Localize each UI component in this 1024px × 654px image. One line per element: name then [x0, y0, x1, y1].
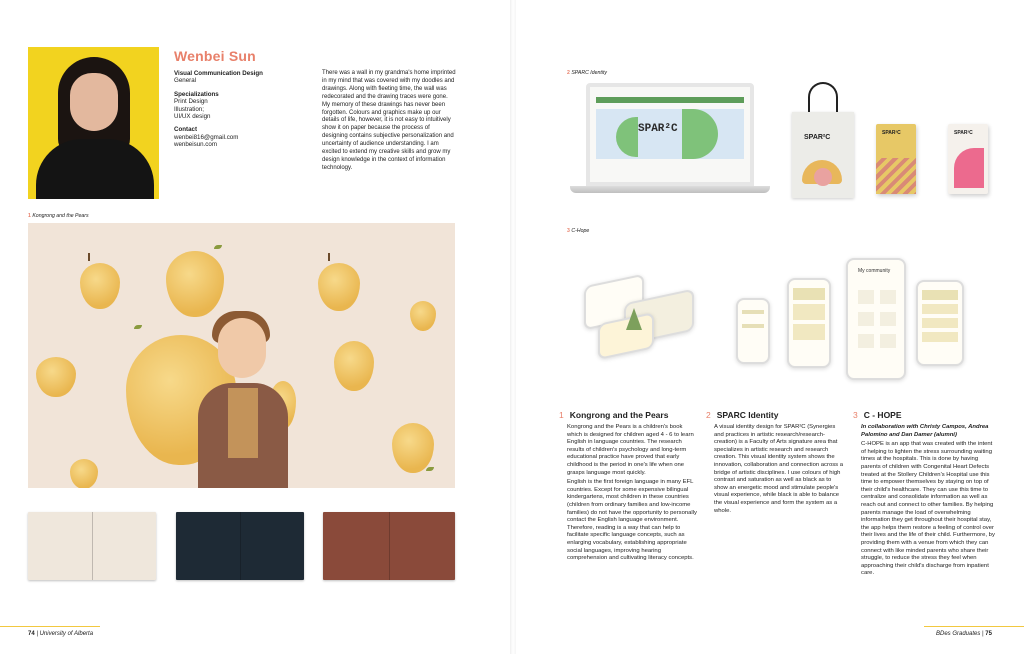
- caption-1: [28, 213, 89, 219]
- project-2-column: [706, 410, 846, 515]
- caption-text: C-Hope: [571, 228, 590, 234]
- page-number: 75: [985, 631, 992, 637]
- project-number: 3: [853, 410, 858, 420]
- project-title-text: Kongrong and the Pears: [569, 410, 669, 420]
- book-spread-image: [176, 512, 304, 580]
- caption-number: 3: [567, 228, 570, 234]
- notebook-logo: SPAR²C: [882, 130, 901, 136]
- project-collaborators: In collaboration with Christy Campos, Andrea Palomino and Dan Damer (alumni): [861, 424, 989, 438]
- project-description: English is the first foreign language in many EFL countries. Except for some expensive bilingual kindergartens, most children in these countries (children from ordinary families and low-income families) do not have the opportunity to personally contact the English language environment. Therefore, reading is a way that can help to facilitate specific language concepts, such as enlarging vocabulary, establishing appropriate social languages, improving hearing comprehension and cultivating literacy concepts.: [567, 479, 697, 562]
- book-spread-image: [28, 512, 156, 580]
- sparc-notebook-mockup: [876, 124, 916, 194]
- app-title: My community: [858, 268, 891, 274]
- project-description: Kongrong and the Pears is a children's book which is designed for children aged 4 - 6 to learn English in language countries. The research results of children's psychology and long-term educational practice have proved that early childhood is the period in one's life when one grasps language most quickly.: [567, 424, 694, 476]
- laptop-base: [570, 186, 770, 193]
- contact-label: Contact: [174, 126, 198, 134]
- app-phone-screen: [916, 280, 964, 366]
- spec-item: Illustration;: [174, 105, 204, 113]
- page-number: 74: [28, 631, 35, 637]
- page-gutter: [510, 0, 516, 654]
- app-phone-screen: [846, 258, 906, 380]
- project-description: C-HOPE is an app that was created with the intent of helping to lighten the stress surrounding waiting times at the hospitals. This is done by having parents of children with Congenital Heart Defects treated at the Stollery Children's Hospital use this time to empower themselves by staying on top of their child's healthcare. They can use this time to centralize and consolidate information as well as reach out and connect to other families. By helping parents manage the load of overwhelming information they get throughout their hospital stay, the app helps them restore a feeling of control over their lives and the life of their child. Furthermore, by providing them with a venue from which they can connect with like minded parents who share their struggle, to reduce the stress they feel when approaching their child's discharge from inpatient care.: [861, 441, 995, 577]
- tree-icon: [626, 308, 642, 330]
- spec-item: UI/UX design: [174, 113, 211, 121]
- project-number: 1: [559, 410, 564, 420]
- caption-text: SPARC Identity: [571, 70, 607, 76]
- app-phone-screen: [787, 278, 831, 368]
- project-title: [853, 410, 995, 420]
- footer-rule: [924, 626, 1024, 627]
- profile-meta: [174, 70, 309, 149]
- project-title: [706, 410, 846, 420]
- program-label: Visual Communication Design: [174, 70, 263, 77]
- caption-number: 1: [28, 213, 31, 219]
- designer-name: Wenbei Sun: [174, 48, 256, 64]
- caption-3: [567, 228, 589, 234]
- sparc-tote-mockup: [792, 112, 854, 198]
- project-1-column: [559, 410, 697, 563]
- contact-email[interactable]: wenbei816@gmail.com: [174, 133, 239, 141]
- kongrong-illustration: [28, 223, 455, 488]
- project-description: A visual identity design for SPAR²C (Synergies and practices in artistic research/research-creation) is a Faculty of Arts signature area that specializes in artistic research and research creation. This visual identity system shows the innovation, collaboration and connection across a bridge of artistic disciplines. I use colours of high contrast and saturation as well as black as to show an energetic mood and stimulate people's visual experience, while black is able to balance the visual experience and form the system as a whole.: [714, 424, 844, 514]
- caption-2: [567, 70, 607, 76]
- footer-rule: [0, 626, 100, 627]
- project-number: 2: [706, 410, 711, 420]
- caption-text: Kongrong and the Pears: [32, 213, 89, 219]
- spec-item: Print Design: [174, 98, 208, 106]
- book-spread-image: [323, 512, 455, 580]
- project-title-text: SPARC Identity: [716, 410, 779, 420]
- project-title: [559, 410, 697, 420]
- tote-logo: SPAR²C: [804, 134, 831, 141]
- notebook-logo: SPAR²C: [954, 130, 973, 136]
- footer-right: BDes Graduates | 75: [936, 631, 992, 637]
- footer-publication: University of Alberta: [39, 631, 94, 637]
- designer-bio: There was a wall in my grandma's home imprinted in my mind that was covered with my doodles and drawings. Along with fleeting time, the wall was redecorated and the drawing traces were gone. My memory of these drawings has never been forgotten. Colours and graphics make up our details of life, however, it is not easy to intuitively show it on paper because the process of designing contains subjective personalization and uncertainty of audience understanding. I am excited to extend my creative skills and grow my design knowledge in the context of information technology.: [322, 70, 456, 171]
- footer-section: BDes Graduates: [936, 631, 981, 637]
- footer-left: 74 | University of Alberta: [28, 631, 94, 637]
- specializations-label: Specializations: [174, 90, 219, 98]
- sparc-logo: SPAR²C: [638, 123, 678, 135]
- sparc-notebook-mockup: [948, 124, 988, 194]
- sparc-laptop-mockup: [586, 83, 754, 186]
- project-title-text: C - HOPE: [863, 410, 902, 420]
- project-3-column: [853, 410, 995, 578]
- contact-website[interactable]: wenbeisun.com: [174, 141, 217, 149]
- portrait-photo: [28, 47, 159, 199]
- caption-number: 2: [567, 70, 570, 76]
- app-phone-screen: [736, 298, 770, 364]
- program-sub: General: [174, 77, 197, 85]
